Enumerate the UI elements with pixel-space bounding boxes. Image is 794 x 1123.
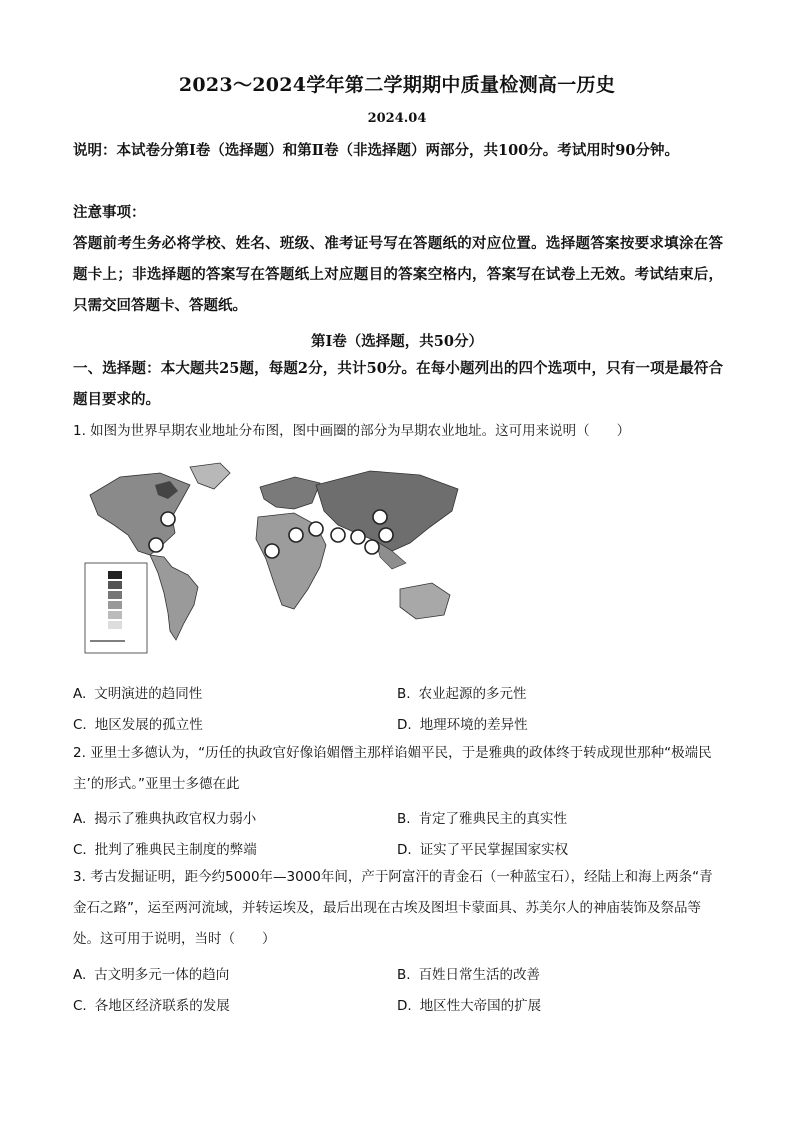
option-text: 肯定了雅典民主的真实性 xyxy=(418,811,568,827)
site-marker xyxy=(309,522,323,536)
option-letter: C. xyxy=(73,842,87,858)
option-letter: D. xyxy=(397,717,412,733)
notice-heading: 注意事项： xyxy=(73,204,146,221)
q2-option-d[interactable] xyxy=(397,838,568,858)
site-marker xyxy=(289,528,303,542)
option-text: 地区性大帝国的扩展 xyxy=(419,998,542,1014)
option-letter: C. xyxy=(73,998,87,1014)
section-intro: 一、选择题：本大题共25题，每题2分，共计50分。在每小题列出的四个选项中，只有一项是最符合题目要求的。 xyxy=(73,360,723,408)
q3-option-a[interactable] xyxy=(73,963,229,983)
question-1-stem: 1. 如图为世界早期农业地址分布图，图中画圈的部分为早期农业地址。这可用来说明（ ） xyxy=(73,423,631,439)
option-text: 各地区经济联系的发展 xyxy=(94,998,230,1014)
q2-option-c[interactable] xyxy=(73,838,257,858)
option-letter: A. xyxy=(73,811,87,827)
q2-option-a[interactable] xyxy=(73,807,256,827)
site-marker xyxy=(331,528,345,542)
notice-body: 答题前考生务必将学校、姓名、班级、准考证号写在答题纸的对应位置。选择题答案按要求填涂在答题卡上；非选择题的答案写在答题纸上对应题目的答案空格内，答案写在试卷上无效。考试结束后，只需交回答题卡、答题纸。 xyxy=(73,235,723,314)
section-title: 第Ⅰ卷（选择题，共50分） xyxy=(311,333,483,350)
site-marker xyxy=(161,512,175,526)
option-text: 地理环境的差异性 xyxy=(419,717,528,733)
option-text: 文明演进的趋同性 xyxy=(94,686,203,702)
option-letter: D. xyxy=(397,998,412,1014)
option-letter: A. xyxy=(73,967,87,983)
q2-option-b[interactable] xyxy=(397,807,567,827)
site-marker xyxy=(351,530,365,544)
q1-option-b[interactable] xyxy=(397,682,527,702)
question-2-stem: 2. 亚里士多德认为，“历任的执政官好像谄媚僭主那样谄媚平民，于是雅典的政体终于转成现世那种“极端民主’的形式。”亚里士多德在此 xyxy=(73,745,712,792)
site-marker xyxy=(265,544,279,558)
option-text: 地区发展的孤立性 xyxy=(94,717,203,733)
q1-option-c[interactable] xyxy=(73,713,203,733)
question-3-stem: 3. 考古发掘证明，距今约5000年—3000年间，产于阿富汗的青金石（一种蓝宝石），经陆上和海上两条“青金石之路”，运至两河流域，并转运埃及，最后出现在古埃及图坦卡蒙面具、苏美尔人的神庙装饰及祭品等处。这可用于说明，当时（ ） xyxy=(73,869,713,947)
option-text: 批判了雅典民主制度的弊端 xyxy=(94,842,257,858)
q3-option-d[interactable] xyxy=(397,994,541,1014)
site-marker xyxy=(373,510,387,524)
exam-title: 2023～2024学年第二学期期中质量检测高一历史 xyxy=(178,74,616,96)
option-text: 证实了平民掌握国家实权 xyxy=(419,842,569,858)
option-text: 揭示了雅典执政官权力弱小 xyxy=(94,811,257,827)
option-text: 农业起源的多元性 xyxy=(418,686,527,702)
option-letter: D. xyxy=(397,842,412,858)
q1-option-a[interactable] xyxy=(73,682,202,702)
option-text: 古文明多元一体的趋向 xyxy=(94,967,230,983)
site-marker xyxy=(379,528,393,542)
instructions: 说明：本试卷分第Ⅰ卷（选择题）和第Ⅱ卷（非选择题）两部分，共100分。考试用时90分钟。 xyxy=(73,142,679,159)
option-letter: B. xyxy=(397,967,411,983)
exam-date: 2024.04 xyxy=(367,111,427,126)
site-marker xyxy=(149,538,163,552)
option-letter: B. xyxy=(397,811,411,827)
option-letter: A. xyxy=(73,686,87,702)
option-text: 百姓日常生活的改善 xyxy=(418,967,541,983)
site-marker xyxy=(365,540,379,554)
option-letter: B. xyxy=(397,686,411,702)
q1-option-d[interactable] xyxy=(397,713,528,733)
q3-option-b[interactable] xyxy=(397,963,540,983)
world-early-agriculture-map xyxy=(80,455,470,660)
option-letter: C. xyxy=(73,717,87,733)
q3-option-c[interactable] xyxy=(73,994,230,1014)
